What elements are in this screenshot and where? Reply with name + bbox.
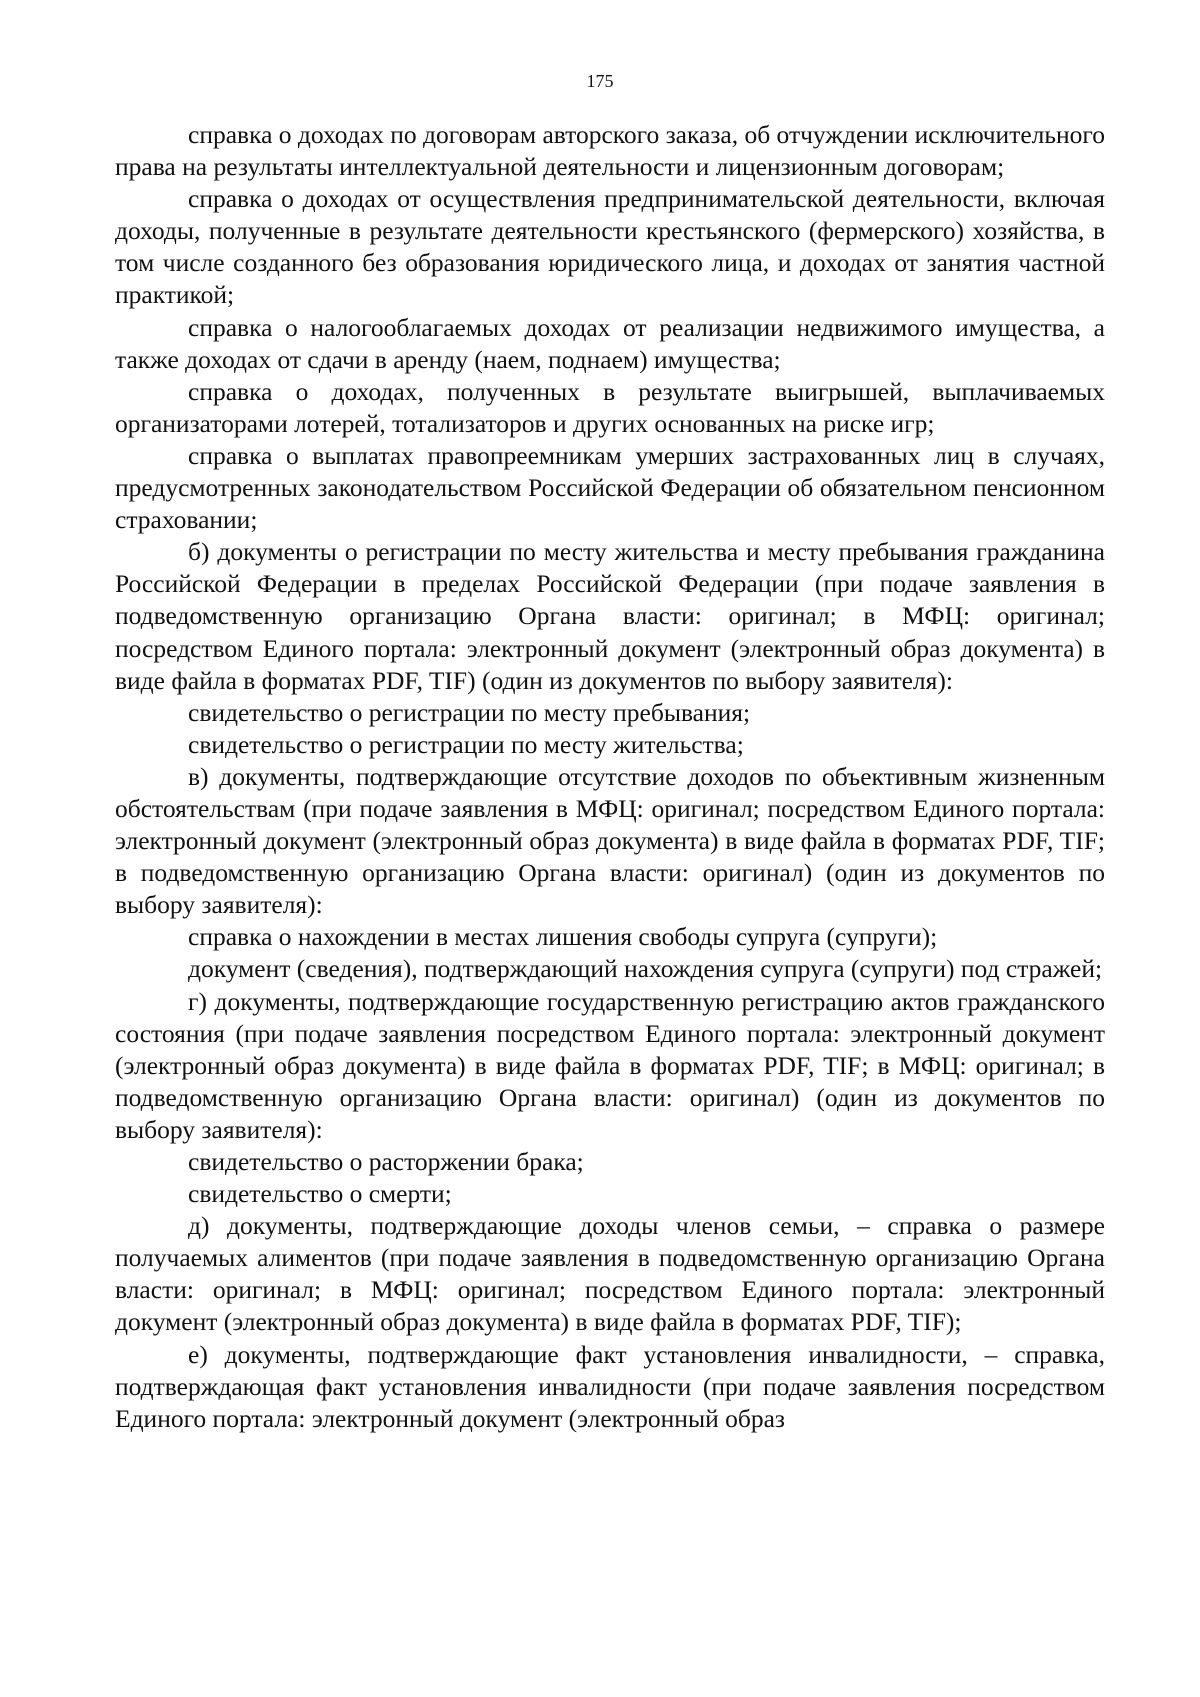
paragraph: свидетельство о расторжении брака; xyxy=(188,1147,584,1176)
paragraph: е) документы, подтверждающие факт установления инвалидности, – справка, подтверждающая факт установления инвалидности (при подаче заявления посредством Единого портала: электронный документ (электронный образ xyxy=(115,1339,1105,1433)
paragraph: свидетельство о смерти; xyxy=(188,1179,452,1209)
paragraph: справка о налогооблагаемых доходах от реализации недвижимого имущества, а также доходах от сдачи в аренду (наем, поднаем) имущества; xyxy=(115,312,1105,374)
paragraph: справка о выплатах правопреемникам умерших застрахованных лиц в случаях, предусмотренных законодательством Российской Федерации об обязательном пенсионном страховании; xyxy=(115,440,1105,535)
paragraph: справка о доходах, полученных в результате выигрышей, выплачиваемых организаторами лотерей, тотализаторов и других основанных на риске игр; xyxy=(115,376,1105,438)
document-body xyxy=(115,119,1105,1435)
paragraph: свидетельство о регистрации по месту пребывания; xyxy=(188,697,751,727)
paragraph: б) документы о регистрации по месту жительства и месту пребывания гражданина Российской Федерации в пределах Российской Федерации (при подаче заявления в подведомственную организацию Органа власти: оригинал; в МФЦ: оригинал; посредством Единого портала: электронный документ (электронный образ документа) в виде файла в форматах PDF, TIF) (один из документов по выбору заявителя): xyxy=(115,537,1105,695)
paragraph: справка о нахождении в местах лишения свободы супруга (супруги); xyxy=(188,922,938,952)
paragraph: г) документы, подтверждающие государственную регистрацию актов гражданского состояния (при подаче заявления посредством Единого портала: электронный документ (электронный образ документа) в виде файла в форматах PDF, TIF; в МФЦ: оригинал; в подведомственную организацию Органа власти: оригинал) (один из документов по выбору заявителя): xyxy=(115,986,1105,1144)
paragraph: д) документы, подтверждающие доходы членов семьи, – справка о размере получаемых алиментов (при подаче заявления в подведомственную организацию Органа власти: оригинал; в МФЦ: оригинал; посредством Единого портала: электронный документ (электронный образ документа) в виде файла в форматах PDF, TIF); xyxy=(115,1211,1105,1337)
paragraph: справка о доходах от осуществления предпринимательской деятельности, включая доходы, полученные в результате деятельности крестьянского (фермерского) хозяйства, в том числе созданного без образования юридического лица, и доходах от занятия частной практикой; xyxy=(115,184,1105,310)
paragraph: свидетельство о регистрации по месту жительства; xyxy=(188,729,744,759)
paragraph: документ (сведения), подтверждающий нахождения супруга (супруги) под стражей; xyxy=(188,954,1103,984)
page-number: 175 xyxy=(586,71,614,91)
paragraph: справка о доходах по договорам авторского заказа, об отчуждении исключительного права на результаты интеллектуальной деятельности и лицензионным договорам; xyxy=(115,120,1105,182)
paragraph: в) документы, подтверждающие отсутствие доходов по объективным жизненным обстоятельствам (при подаче заявления в МФЦ: оригинал; посредством Единого портала: электронный документ (электронный образ документа) в виде файла в форматах PDF, TIF; в подведомственную организацию Органа власти: оригинал) (один из документов по выбору заявителя): xyxy=(115,761,1105,920)
